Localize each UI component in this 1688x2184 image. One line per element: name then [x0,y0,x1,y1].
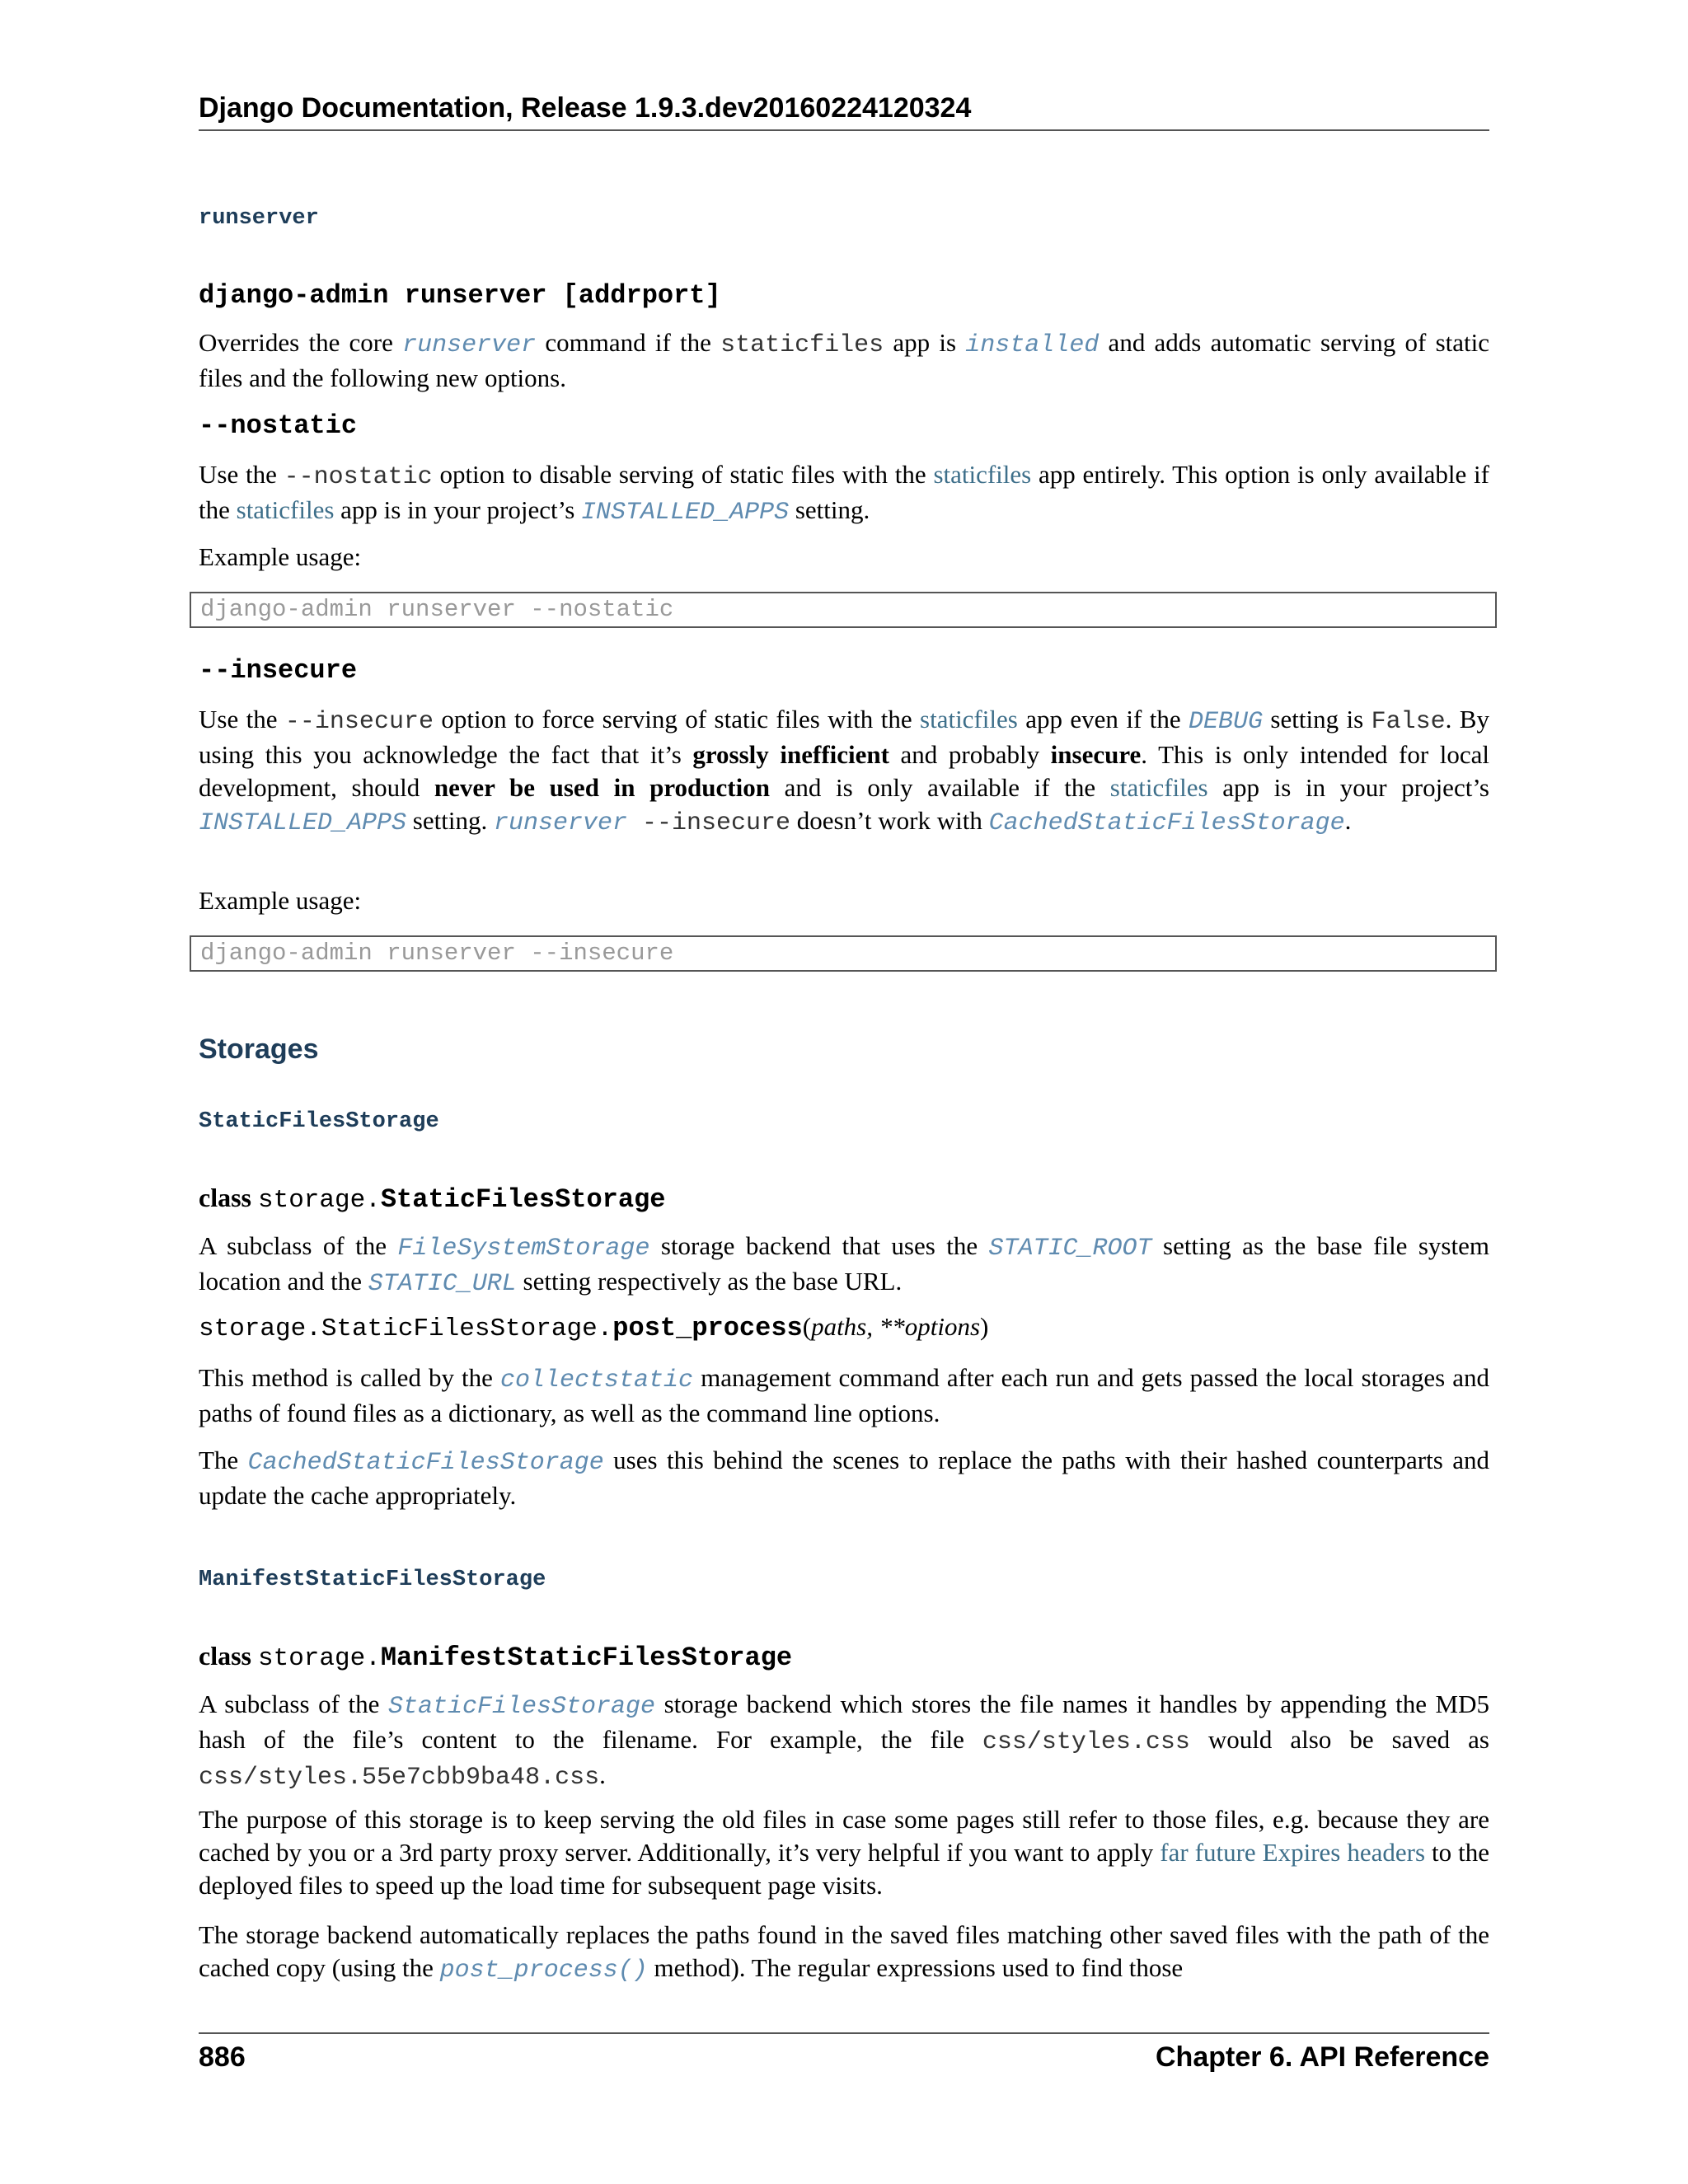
post-process-note: The CachedStaticFilesStorage uses this behind the scenes to replace the paths with their hashed counterparts and update the cache appropriately. [199,1446,1489,1510]
page-number: 886 [199,2041,246,2073]
post-process-link[interactable]: post_process() [439,1957,648,1985]
debug-link[interactable]: DEBUG [1189,708,1264,736]
code-example-nostatic: django-admin runserver --nostatic [190,592,1497,628]
staticfilesstorage-description: A subclass of the FileSystemStorage storage backend that uses the STATIC_ROOT setting as the base file system location and the STATIC_URL setting respectively as the base URL. [199,1231,1489,1298]
nostatic-option: --nostatic [199,410,358,441]
nostatic-description: Use the --nostatic option to disable serving of static files with the staticfiles app entirely. This option is only available if the staticfiles app is in your project’s INSTALLED_APPS setting. [199,460,1489,527]
filesystemstorage-link[interactable]: FileSystemStorage [397,1235,650,1263]
far-future-expires-link[interactable]: far future Expires headers [1160,1838,1426,1867]
runserver-link[interactable]: runserver [493,809,627,837]
staticfilesstorage-signature: class storage.StaticFilesStorage [199,1183,666,1215]
manifeststorage-purpose: The purpose of this storage is to keep serving the old files in case some pages still refer to those files, e.g. because they are cached by you or a 3rd party proxy server. Additionally, it’s very helpful if you want to apply far future Expires headers to the deployed files to speed up the load time for subsequent page visits. [199,1805,1489,1900]
example-usage-label: Example usage: [199,542,362,571]
runserver-link[interactable]: runserver [402,331,537,359]
code-example-insecure: django-admin runserver --insecure [190,935,1497,972]
cached-storage-link[interactable]: CachedStaticFilesStorage [988,809,1345,837]
manifeststorage-replacement: The storage backend automatically replaces the paths found in the saved files matching other saved files with the path of the cached copy (using the post_process() method). The regular expressions used to find those [199,1920,1489,1985]
runserver-label[interactable]: runserver [199,206,319,231]
header-rule [199,129,1489,131]
staticfiles-link[interactable]: staticfiles [920,705,1018,733]
installed-apps-link[interactable]: INSTALLED_APPS [199,809,407,837]
staticfilesstorage-link[interactable]: StaticFilesStorage [387,1693,656,1721]
static-root-link[interactable]: STATIC_ROOT [988,1235,1152,1263]
manifeststorage-label[interactable]: ManifestStaticFilesStorage [199,1568,546,1592]
document-page [199,0,1489,2184]
insecure-option: --insecure [199,655,358,686]
collectstatic-link[interactable]: collectstatic [499,1366,694,1394]
example-usage-label: Example usage: [199,886,362,915]
installed-link[interactable]: installed [965,331,1100,359]
storages-heading: Storages [199,1033,319,1065]
insecure-description: Use the --insecure option to force serving of static files with the staticfiles app even if the DEBUG setting is False. By using this you acknowledge the fact that it’s grossly inefficient and probably insecure. This is only intended for local development, should never be used in production and is only available if the staticfiles app is in your project’s INSTALLED_APPS setting. runserver --insecure doesn’t work with CachedStaticFilesStorage. [199,705,1489,837]
manifeststorage-signature: class storage.ManifestStaticFilesStorage [199,1641,793,1673]
chapter-title: Chapter 6. API Reference [1156,2041,1489,2073]
static-url-link[interactable]: STATIC_URL [368,1270,517,1298]
staticfiles-link[interactable]: staticfiles [933,460,1032,489]
running-header: Django Documentation, Release 1.9.3.dev20160224120324 [199,92,972,124]
runserver-intro: Overrides the core runserver command if the staticfiles app is installed and adds automatic serving of static files and the following new options. [199,328,1489,392]
staticfilesstorage-label[interactable]: StaticFilesStorage [199,1109,439,1134]
cached-storage-link[interactable]: CachedStaticFilesStorage [247,1449,604,1477]
runserver-signature: django-admin runserver [addrport] [199,280,721,311]
footer-rule [199,2032,1489,2034]
manifeststorage-description: A subclass of the StaticFilesStorage storage backend which stores the file names it handles by appending the MD5 hash of the file’s content to the filename. For example, the file css/styles.css would also be saved as css/styles.55e7cbb9ba48.css. [199,1690,1490,1792]
installed-apps-link[interactable]: INSTALLED_APPS [581,499,790,527]
post-process-signature: storage.StaticFilesStorage.post_process(paths, **options) [199,1312,989,1343]
staticfiles-link[interactable]: staticfiles [1109,773,1208,802]
staticfiles-link[interactable]: staticfiles [236,495,335,524]
post-process-description: This method is called by the collectstatic management command after each run and gets passed the local storages and paths of found files as a dictionary, as well as the command line options. [199,1363,1489,1427]
